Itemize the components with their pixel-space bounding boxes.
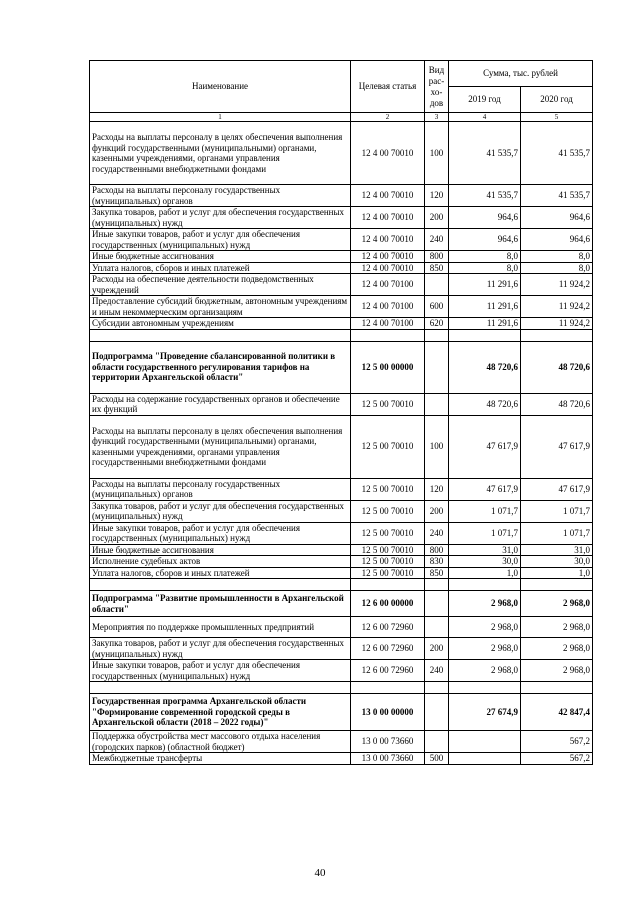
spacer-cell [449,579,521,591]
expense-type-cell [425,341,449,393]
target-code-cell: 12 5 00 70010 [351,556,425,568]
expense-type-cell: 240 [425,522,449,544]
expense-type-cell [425,274,449,296]
name-cell: Иные закупки товаров, работ и услуг для обеспечения государственных (муниципальных) нужд [90,229,351,251]
amount-2020-cell: 2 968,0 [521,617,593,638]
expense-type-cell: 850 [425,262,449,274]
header-sum: Сумма, тыс. рублей [449,61,593,87]
amount-2020-cell: 567,2 [521,753,593,765]
target-code-cell: 12 5 00 70010 [351,393,425,415]
spacer-cell [425,682,449,694]
spacer-cell [521,682,593,694]
amount-2019-cell: 964,6 [449,207,521,229]
expense-type-cell: 200 [425,500,449,522]
table-row [90,415,593,478]
name-cell: Подпрограмма "Проведение сбалансированной политики в области государственного регулирования тарифов на территории Архангельской области" [90,341,351,393]
table-row [90,556,593,568]
amount-2019-cell: 2 968,0 [449,617,521,638]
expense-type-cell: 240 [425,229,449,251]
table-row [90,185,593,207]
header-year-2019: 2019 год [449,87,521,113]
table-row [90,122,593,185]
target-code-cell: 12 5 00 70010 [351,500,425,522]
expense-type-cell: 100 [425,122,449,185]
amount-2019-cell: 48 720,6 [449,341,521,393]
name-cell: Закупка товаров, работ и услуг для обеспечения государственных (муниципальных) нужд [90,207,351,229]
amount-2019-cell: 2 968,0 [449,591,521,617]
amount-2020-cell: 41 535,7 [521,185,593,207]
target-code-cell: 12 4 00 70010 [351,251,425,263]
name-cell: Закупка товаров, работ и услуг для обеспечения государственных (муниципальных) нужд [90,500,351,522]
amount-2020-cell: 11 924,2 [521,296,593,318]
target-code-cell: 12 5 00 70010 [351,522,425,544]
table-row [90,318,593,330]
name-cell: Расходы на выплаты персоналу государственных (муниципальных) органов [90,185,351,207]
name-cell: Государственная программа Архангельской области "Формирование современной городской среды в Архангельской области (2018 – 2022 годы)" [90,694,351,731]
name-cell: Расходы на содержание государственных органов и обеспечение их функций [90,393,351,415]
spacer-cell [449,682,521,694]
target-code-cell: 12 4 00 70010 [351,207,425,229]
table-row [90,296,593,318]
name-cell: Закупка товаров, работ и услуг для обеспечения государственных (муниципальных) нужд [90,638,351,660]
target-code-cell: 12 5 00 70010 [351,544,425,556]
column-index: 5 [521,113,593,122]
expense-type-cell: 800 [425,544,449,556]
target-code-cell: 13 0 00 00000 [351,694,425,731]
spacer-cell [90,579,351,591]
amount-2019-cell [449,753,521,765]
program-row [90,694,593,731]
program-row [90,591,593,617]
amount-2019-cell: 8,0 [449,251,521,263]
amount-2020-cell: 41 535,7 [521,122,593,185]
table-row [90,638,593,660]
target-code-cell: 12 4 00 70100 [351,296,425,318]
table-body [90,122,593,765]
target-code-cell: 12 4 00 70010 [351,229,425,251]
table-header [90,61,593,122]
amount-2019-cell: 11 291,6 [449,274,521,296]
target-code-cell: 12 6 00 72960 [351,638,425,660]
amount-2020-cell: 47 617,9 [521,478,593,500]
amount-2020-cell: 11 924,2 [521,274,593,296]
amount-2020-cell: 2 968,0 [521,660,593,682]
amount-2020-cell: 42 847,4 [521,694,593,731]
amount-2019-cell: 1 071,7 [449,522,521,544]
amount-2019-cell: 964,6 [449,229,521,251]
amount-2019-cell: 41 535,7 [449,185,521,207]
spacer-cell [351,579,425,591]
amount-2020-cell: 1 071,7 [521,500,593,522]
name-cell: Расходы на выплаты персоналу государственных (муниципальных) органов [90,478,351,500]
target-code-cell: 12 5 00 70010 [351,415,425,478]
table-row [90,500,593,522]
amount-2019-cell: 11 291,6 [449,318,521,330]
header-type-line: Вид [428,64,445,75]
column-index-row [90,113,593,122]
expense-type-cell: 100 [425,415,449,478]
amount-2020-cell: 567,2 [521,731,593,753]
target-code-cell: 12 4 00 70010 [351,122,425,185]
table-row [90,207,593,229]
expense-type-cell: 120 [425,185,449,207]
name-cell: Исполнение судебных актов [90,556,351,568]
table-row [90,251,593,263]
amount-2020-cell: 964,6 [521,207,593,229]
target-code-cell: 12 5 00 70010 [351,478,425,500]
amount-2019-cell: 41 535,7 [449,122,521,185]
target-code-cell: 12 4 00 70100 [351,274,425,296]
spacer-cell [425,579,449,591]
column-index: 3 [425,113,449,122]
name-cell: Мероприятия по поддержке промышленных предприятий [90,617,351,638]
name-cell: Иные бюджетные ассигнования [90,251,351,263]
table-row [90,274,593,296]
spacer-row [90,579,593,591]
header-name: Наименование [90,61,351,113]
program-row [90,341,593,393]
table-row [90,660,593,682]
table-row [90,478,593,500]
spacer-cell [521,329,593,341]
target-code-cell: 12 4 00 70100 [351,318,425,330]
amount-2020-cell: 2 968,0 [521,638,593,660]
header-year-2020: 2020 год [521,87,593,113]
expense-type-cell: 200 [425,638,449,660]
amount-2019-cell: 1 071,7 [449,500,521,522]
table-row [90,567,593,579]
spacer-row [90,329,593,341]
name-cell: Иные закупки товаров, работ и услуг для обеспечения государственных (муниципальных) нужд [90,660,351,682]
spacer-cell [425,329,449,341]
column-index: 1 [90,113,351,122]
amount-2019-cell: 47 617,9 [449,478,521,500]
table-row [90,522,593,544]
header-type [425,61,449,113]
amount-2020-cell: 48 720,6 [521,393,593,415]
spacer-cell [449,329,521,341]
amount-2020-cell: 1 071,7 [521,522,593,544]
amount-2020-cell: 8,0 [521,251,593,263]
target-code-cell: 12 5 00 70010 [351,567,425,579]
table-row [90,617,593,638]
amount-2019-cell: 2 968,0 [449,660,521,682]
amount-2020-cell: 30,0 [521,556,593,568]
amount-2019-cell: 31,0 [449,544,521,556]
amount-2020-cell: 8,0 [521,262,593,274]
expense-type-cell: 500 [425,753,449,765]
spacer-cell [521,579,593,591]
header-target: Целевая статья [351,61,425,113]
name-cell: Иные бюджетные ассигнования [90,544,351,556]
name-cell: Предоставление субсидий бюджетным, автономным учреждениям и иным некоммерческим организациям [90,296,351,318]
amount-2019-cell: 2 968,0 [449,638,521,660]
amount-2020-cell: 11 924,2 [521,318,593,330]
expense-type-cell: 800 [425,251,449,263]
target-code-cell: 12 5 00 00000 [351,341,425,393]
expense-type-cell [425,694,449,731]
expense-type-cell [425,393,449,415]
table-row [90,393,593,415]
header-type-line: рас- [428,75,445,86]
expense-type-cell: 850 [425,567,449,579]
name-cell: Межбюджетные трансферты [90,753,351,765]
name-cell: Подпрограмма "Развитие промышленности в Архангельской области" [90,591,351,617]
target-code-cell: 12 6 00 00000 [351,591,425,617]
amount-2020-cell: 2 968,0 [521,591,593,617]
expense-type-cell: 600 [425,296,449,318]
expense-type-cell [425,591,449,617]
expense-type-cell: 120 [425,478,449,500]
column-index: 4 [449,113,521,122]
expense-type-cell: 200 [425,207,449,229]
name-cell: Уплата налогов, сборов и иных платежей [90,567,351,579]
spacer-row [90,682,593,694]
table-row [90,262,593,274]
amount-2019-cell: 48 720,6 [449,393,521,415]
expense-type-cell [425,617,449,638]
header-type-line: хо- [430,86,443,97]
target-code-cell: 12 6 00 72960 [351,660,425,682]
table-row [90,753,593,765]
spacer-cell [90,682,351,694]
target-code-cell: 12 4 00 70010 [351,262,425,274]
spacer-cell [90,329,351,341]
amount-2020-cell: 1,0 [521,567,593,579]
table-row [90,229,593,251]
name-cell: Иные закупки товаров, работ и услуг для обеспечения государственных (муниципальных) нужд [90,522,351,544]
spacer-cell [351,329,425,341]
expense-type-cell: 830 [425,556,449,568]
table-row [90,731,593,753]
amount-2019-cell: 27 674,9 [449,694,521,731]
amount-2020-cell: 964,6 [521,229,593,251]
target-code-cell: 12 6 00 72960 [351,617,425,638]
expense-type-cell: 620 [425,318,449,330]
name-cell: Расходы на обеспечение деятельности подведомственных учреждений [90,274,351,296]
spacer-cell [351,682,425,694]
header-type-line: дов [429,97,444,108]
name-cell: Уплата налогов, сборов и иных платежей [90,262,351,274]
table-row [90,544,593,556]
name-cell: Расходы на выплаты персоналу в целях обеспечения выполнения функций государственными (муниципальными) органами, казенными учреждениями, органами управления государственными внебюджетными фондами [90,415,351,478]
amount-2019-cell: 8,0 [449,262,521,274]
target-code-cell: 12 4 00 70010 [351,185,425,207]
budget-table [89,60,593,765]
page-number: 40 [314,867,326,879]
amount-2019-cell: 11 291,6 [449,296,521,318]
name-cell: Расходы на выплаты персоналу в целях обеспечения выполнения функций государственными (муниципальными) органами, казенными учреждениями, органами управления государственными внебюджетными фондами [90,122,351,185]
amount-2019-cell: 47 617,9 [449,415,521,478]
amount-2020-cell: 47 617,9 [521,415,593,478]
name-cell: Поддержка обустройства мест массового отдыха населения (городских парков) (областной бюджет) [90,731,351,753]
amount-2020-cell: 31,0 [521,544,593,556]
amount-2019-cell: 30,0 [449,556,521,568]
amount-2019-cell: 1,0 [449,567,521,579]
amount-2019-cell [449,731,521,753]
expense-type-cell: 240 [425,660,449,682]
name-cell: Субсидии автономным учреждениям [90,318,351,330]
target-code-cell: 13 0 00 73660 [351,731,425,753]
amount-2020-cell: 48 720,6 [521,341,593,393]
target-code-cell: 13 0 00 73660 [351,753,425,765]
expense-type-cell [425,731,449,753]
column-index: 2 [351,113,425,122]
